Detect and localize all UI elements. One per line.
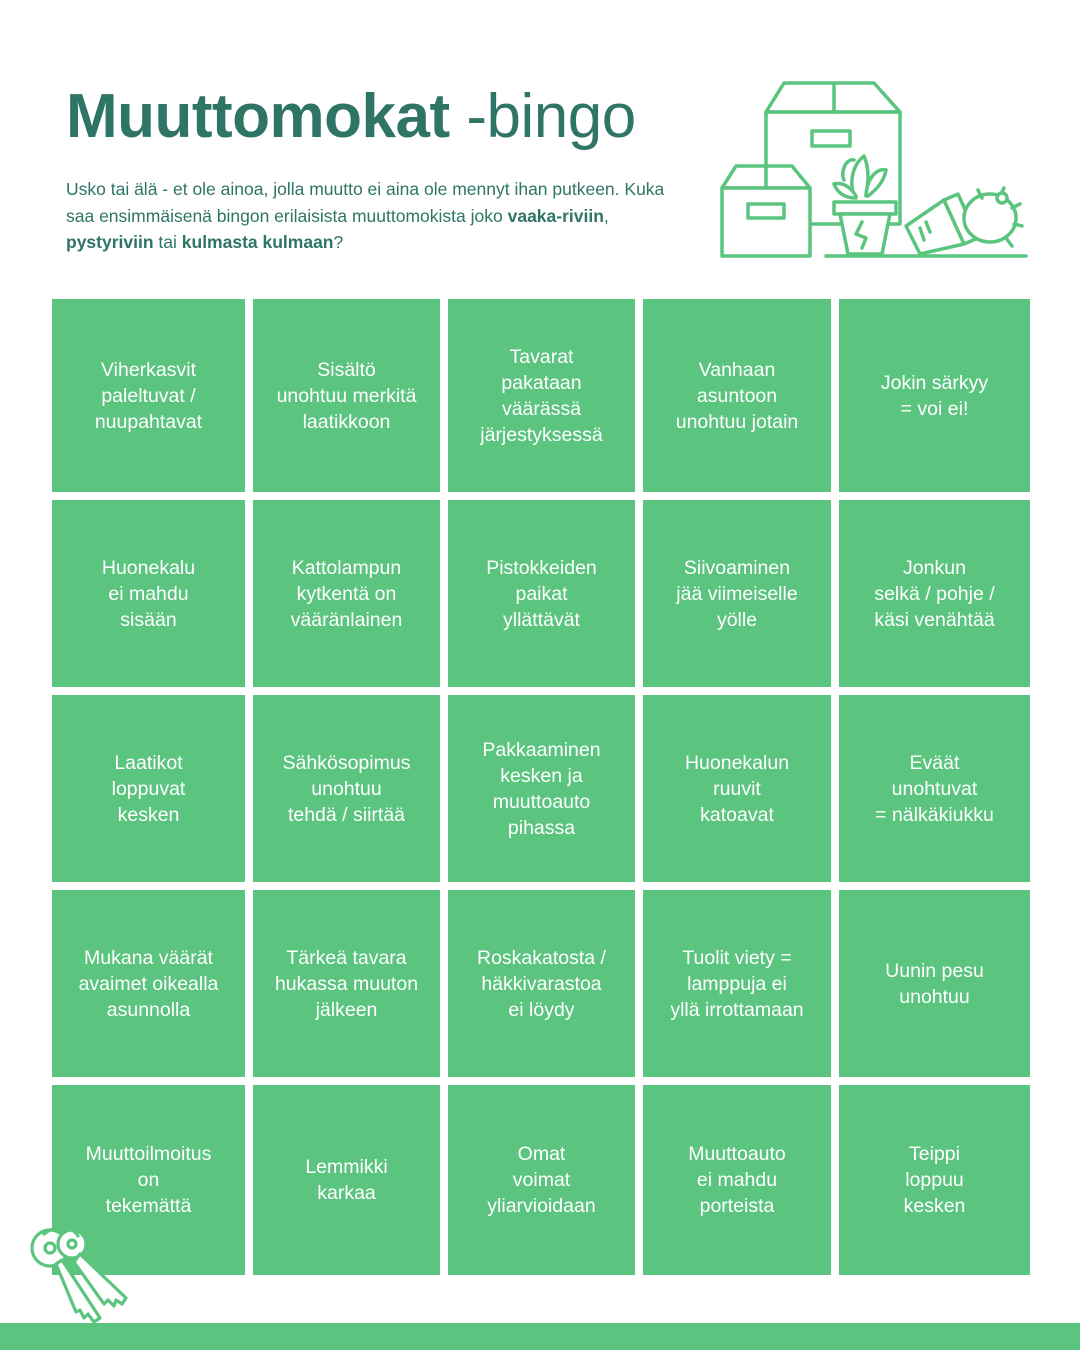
bingo-cell[interactable]: Jonkun selkä / pohje / käsi venähtää bbox=[839, 500, 1030, 687]
bingo-cell[interactable]: Siivoaminen jää viimeiselle yölle bbox=[643, 500, 831, 687]
bingo-cell[interactable]: Muuttoilmoitus on tekemättä bbox=[52, 1085, 245, 1275]
title-sub: -bingo bbox=[449, 82, 636, 151]
bingo-cell[interactable]: Tuolit viety = lamppuja ei yllä irrottamaan bbox=[643, 890, 831, 1077]
bingo-cell[interactable]: Kattolampun kytkentä on vääränlainen bbox=[253, 500, 440, 687]
intro-sep1: , bbox=[603, 205, 609, 226]
bingo-cell[interactable]: Tavarat pakataan väärässä järjestyksessä bbox=[448, 299, 635, 492]
bingo-cell[interactable]: Vanhaan asuntoon unohtuu jotain bbox=[643, 299, 831, 492]
bingo-cell[interactable]: Pakkaaminen kesken ja muuttoauto pihassa bbox=[448, 695, 635, 882]
intro-end: ? bbox=[333, 232, 344, 252]
keys-icon bbox=[26, 1222, 136, 1334]
intro-text bbox=[66, 176, 666, 256]
bingo-cell[interactable]: Laatikot loppuvat kesken bbox=[52, 695, 245, 882]
title-main: Muuttomokat bbox=[66, 82, 450, 151]
bingo-cell[interactable]: Huonekalun ruuvit katoavat bbox=[643, 695, 831, 882]
page-title bbox=[66, 80, 636, 154]
bingo-cell[interactable]: Uunin pesu unohtuu bbox=[839, 890, 1030, 1077]
intro-part1: Usko tai älä - et ole ainoa, jolla muutto ei aina ole mennyt ihan putkeen. Kuka saa ensimmäisenä bingon erilaisista muuttomokista joko bbox=[66, 179, 665, 226]
bingo-cell[interactable]: Sähkösopimus unohtuu tehdä / siirtää bbox=[253, 695, 440, 882]
intro-sep2: tai bbox=[153, 232, 182, 252]
intro-bold-diagonal: kulmasta kulmaan bbox=[181, 232, 334, 252]
bingo-cell[interactable]: Pistokkeiden paikat yllättävät bbox=[448, 500, 635, 687]
bingo-cell[interactable]: Viherkasvit paleltuvat / nuupahtavat bbox=[52, 299, 245, 492]
bingo-cell[interactable]: Tärkeä tavara hukassa muuton jälkeen bbox=[253, 890, 440, 1077]
bingo-cell[interactable]: Huonekalu ei mahdu sisään bbox=[52, 500, 245, 687]
bingo-cell[interactable]: Teippi loppuu kesken bbox=[839, 1085, 1030, 1275]
bottom-bar bbox=[0, 1323, 1080, 1350]
bingo-cell[interactable]: Omat voimat yliarvioidaan bbox=[448, 1085, 635, 1275]
bingo-grid bbox=[52, 299, 1030, 1275]
bingo-cell[interactable]: Roskakatosta / häkkivarastoa ei löydy bbox=[448, 890, 635, 1077]
bingo-cell[interactable]: Muuttoauto ei mahdu porteista bbox=[643, 1085, 831, 1275]
moving-boxes-and-plants-icon bbox=[716, 76, 1036, 272]
intro-bold-vertical: pystyriviin bbox=[66, 232, 154, 252]
bingo-cell[interactable]: Eväät unohtuvat = nälkäkiukku bbox=[839, 695, 1030, 882]
intro-bold-horizontal: vaaka-riviin bbox=[507, 205, 604, 226]
bingo-cell[interactable]: Sisältö unohtuu merkitä laatikkoon bbox=[253, 299, 440, 492]
bingo-cell[interactable]: Mukana väärät avaimet oikealla asunnolla bbox=[52, 890, 245, 1077]
bingo-cell[interactable]: Lemmikki karkaa bbox=[253, 1085, 440, 1275]
bingo-cell[interactable]: Jokin särkyy = voi ei! bbox=[839, 299, 1030, 492]
